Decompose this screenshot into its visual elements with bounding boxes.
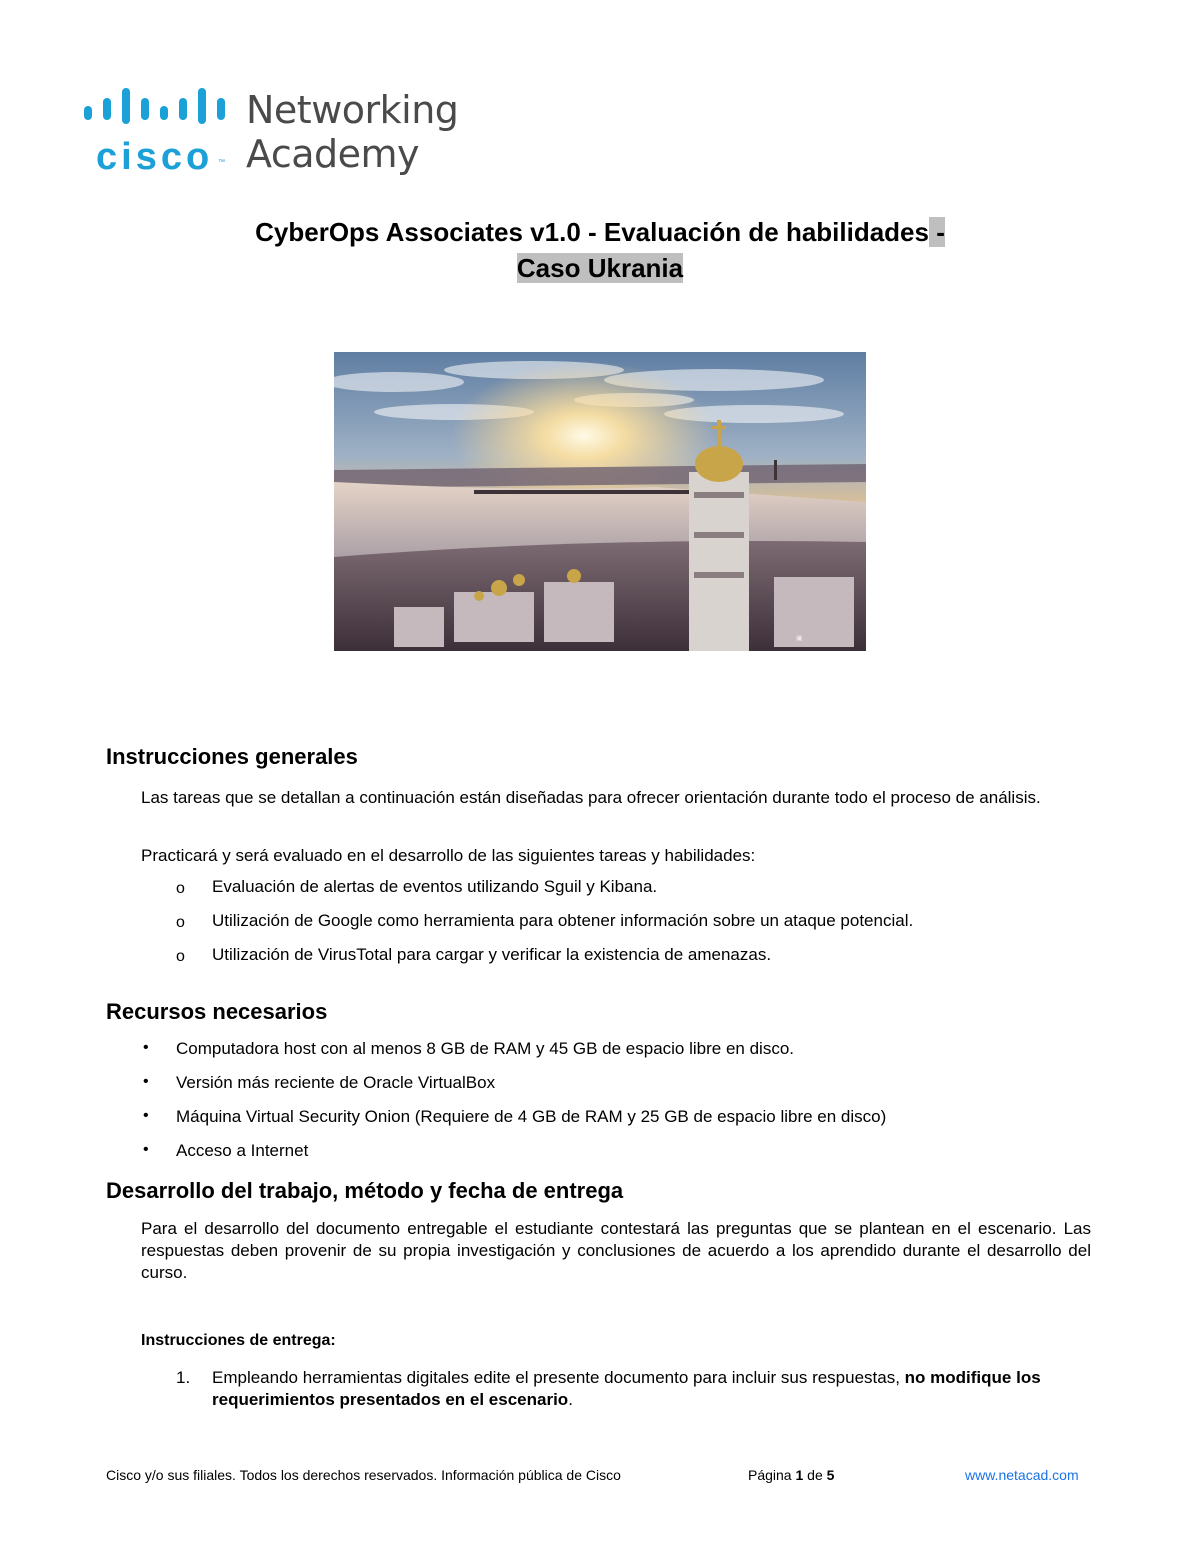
footer-page-total: 5: [826, 1467, 835, 1483]
logo-academy: Academy: [246, 132, 420, 176]
bullet-marker: •: [143, 1073, 149, 1090]
list-marker: o: [176, 914, 185, 931]
resource-item-3: Máquina Virtual Security Onion (Requiere de 4 GB de RAM y 25 GB de espacio libre en disco): [176, 1107, 887, 1126]
title-line1: CyberOps Associates v1.0 - Evaluación de habilidades: [255, 217, 929, 247]
cisco-wordmark: cisco: [96, 136, 214, 178]
footer-page-number: [748, 1467, 834, 1483]
footer-page-current: 1: [795, 1467, 804, 1483]
numbered-item-1-bold: no modifique los requerimientos presentados en el escenario: [212, 1368, 1041, 1409]
footer-page-mid: de: [803, 1467, 827, 1483]
footer-netacad-link[interactable]: www.netacad.com: [965, 1467, 1079, 1483]
bullet-marker: •: [143, 1039, 149, 1056]
cisco-networking-academy-logo: [84, 86, 484, 182]
document-title: [100, 214, 1100, 286]
general-paragraph-1: Las tareas que se detallan a continuación están diseñadas para ofrecer orientación durante todo el proceso de análisis.: [141, 788, 1041, 807]
svg-text:▣: ▣: [796, 635, 803, 642]
hero-image-kyiv: [334, 352, 866, 651]
logo-networking: Networking: [246, 88, 459, 132]
numbered-item-1-text: Empleando herramientas digitales edite el presente documento para incluir sus respuestas,: [212, 1368, 905, 1387]
numbered-item-1-end: .: [568, 1390, 573, 1409]
delivery-subheading: Instrucciones de entrega:: [141, 1332, 336, 1349]
cisco-bars-icon: [84, 86, 224, 126]
trademark-mark: ™: [218, 159, 225, 166]
general-item-1: Evaluación de alertas de eventos utilizando Sguil y Kibana.: [212, 877, 658, 896]
title-line2: Caso Ukrania: [516, 253, 684, 283]
development-paragraph: Para el desarrollo del documento entregable el estudiante contestará las preguntas que se plantean en el escenario. Las respuestas deben provenir de su propia investigación y conclusiones de acuerdo a los aprendido durante el desarrollo del curso.: [141, 1219, 1091, 1282]
general-paragraph-2: Practicará y será evaluado en el desarrollo de las siguientes tareas y habilidades:: [141, 846, 756, 865]
general-item-3: Utilización de VirusTotal para cargar y verificar la existencia de amenazas.: [212, 945, 772, 964]
resource-item-2: Versión más reciente de Oracle VirtualBox: [176, 1073, 496, 1092]
bullet-marker: •: [143, 1107, 149, 1124]
title-line1-highlight: -: [928, 217, 945, 247]
list-marker: o: [176, 880, 185, 897]
resource-item-4: Acceso a Internet: [176, 1141, 309, 1160]
list-marker: o: [176, 948, 185, 965]
resource-item-1: Computadora host con al menos 8 GB de RAM y 45 GB de espacio libre en disco.: [176, 1039, 794, 1058]
footer-copyright: Cisco y/o sus filiales. Todos los derechos reservados. Información pública de Cisco: [106, 1467, 621, 1483]
numbered-item-1: [212, 1367, 1072, 1411]
footer-page-prefix: Página: [748, 1467, 796, 1483]
bullet-marker: •: [143, 1141, 149, 1158]
numbered-marker: 1.: [176, 1368, 191, 1387]
heading-instrucciones-generales: Instrucciones generales: [106, 744, 358, 769]
heading-desarrollo: Desarrollo del trabajo, método y fecha de entrega: [106, 1178, 624, 1203]
general-item-2: Utilización de Google como herramienta para obtener información sobre un ataque potencial.: [212, 911, 914, 930]
heading-recursos-necesarios: Recursos necesarios: [106, 999, 328, 1024]
